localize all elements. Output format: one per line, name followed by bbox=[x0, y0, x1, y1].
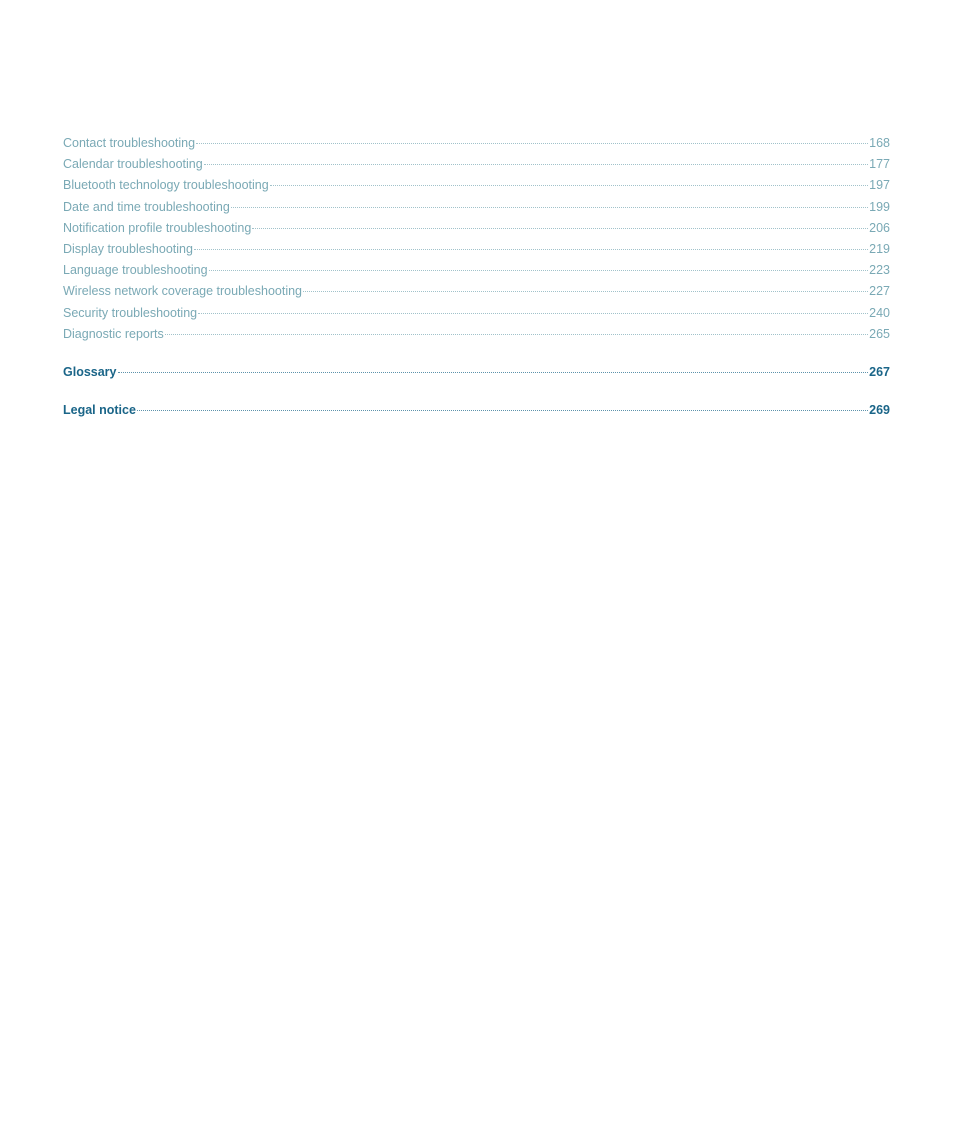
toc-entry-label: Calendar troubleshooting bbox=[63, 157, 203, 172]
toc-dot-leader bbox=[118, 371, 869, 373]
toc-entry-legal-notice[interactable] bbox=[63, 400, 890, 421]
toc-entry-diagnostic-reports[interactable] bbox=[63, 324, 890, 345]
toc-entry-label: Contact troubleshooting bbox=[63, 136, 196, 150]
toc-page-number: 227 bbox=[869, 284, 890, 299]
toc-entry-label: Legal notice bbox=[63, 403, 136, 418]
toc-entry-wireless-coverage-troubleshooting[interactable] bbox=[63, 281, 890, 302]
toc-dot-leader bbox=[165, 333, 868, 335]
toc-entry-language-troubleshooting[interactable] bbox=[63, 260, 890, 281]
toc-dot-leader bbox=[204, 163, 868, 165]
table-of-contents bbox=[63, 133, 890, 421]
toc-entry-security-troubleshooting[interactable] bbox=[63, 303, 890, 324]
toc-sub-entries bbox=[63, 133, 890, 345]
toc-entry-contact-troubleshooting[interactable] bbox=[63, 133, 890, 154]
toc-entry-display-troubleshooting[interactable] bbox=[63, 239, 890, 260]
toc-page-number: 168 bbox=[869, 136, 890, 150]
toc-entry-label: Date and time troubleshooting bbox=[63, 199, 230, 214]
toc-page-number: 177 bbox=[869, 157, 890, 172]
toc-dot-leader bbox=[303, 290, 868, 292]
toc-page-number: 265 bbox=[869, 326, 890, 341]
toc-page-number: 269 bbox=[869, 403, 890, 418]
toc-section-legal-notice bbox=[63, 400, 890, 421]
toc-page-number: 199 bbox=[869, 199, 890, 214]
toc-entry-label: Notification profile troubleshooting bbox=[63, 220, 252, 235]
toc-page-number: 240 bbox=[869, 305, 890, 320]
toc-dot-leader bbox=[231, 206, 868, 208]
toc-dot-leader bbox=[137, 409, 868, 411]
toc-page-number: 267 bbox=[869, 364, 890, 379]
toc-dot-leader bbox=[270, 184, 868, 186]
toc-dot-leader bbox=[252, 227, 868, 229]
toc-section-glossary bbox=[63, 362, 890, 383]
toc-entry-notification-profile-troubleshooting[interactable] bbox=[63, 218, 890, 239]
toc-page-number: 197 bbox=[869, 178, 890, 193]
toc-page-number: 223 bbox=[869, 263, 890, 278]
toc-entry-label: Language troubleshooting bbox=[63, 263, 208, 278]
toc-entry-label: Security troubleshooting bbox=[63, 305, 198, 320]
toc-dot-leader bbox=[196, 142, 868, 144]
toc-dot-leader bbox=[194, 248, 868, 250]
toc-entry-label: Diagnostic reports bbox=[63, 326, 164, 341]
toc-entry-label: Display troubleshooting bbox=[63, 241, 193, 256]
toc-entry-date-time-troubleshooting[interactable] bbox=[63, 197, 890, 218]
toc-page-number: 219 bbox=[869, 241, 890, 256]
toc-entry-bluetooth-troubleshooting[interactable] bbox=[63, 175, 890, 196]
toc-entry-calendar-troubleshooting[interactable] bbox=[63, 154, 890, 175]
toc-entry-glossary[interactable] bbox=[63, 362, 890, 383]
toc-page-number: 206 bbox=[869, 220, 890, 235]
toc-entry-label: Bluetooth technology troubleshooting bbox=[63, 178, 269, 193]
toc-dot-leader bbox=[209, 269, 869, 271]
toc-entry-label: Glossary bbox=[63, 364, 117, 379]
toc-entry-label: Wireless network coverage troubleshooting bbox=[63, 284, 303, 299]
toc-dot-leader bbox=[198, 312, 868, 314]
